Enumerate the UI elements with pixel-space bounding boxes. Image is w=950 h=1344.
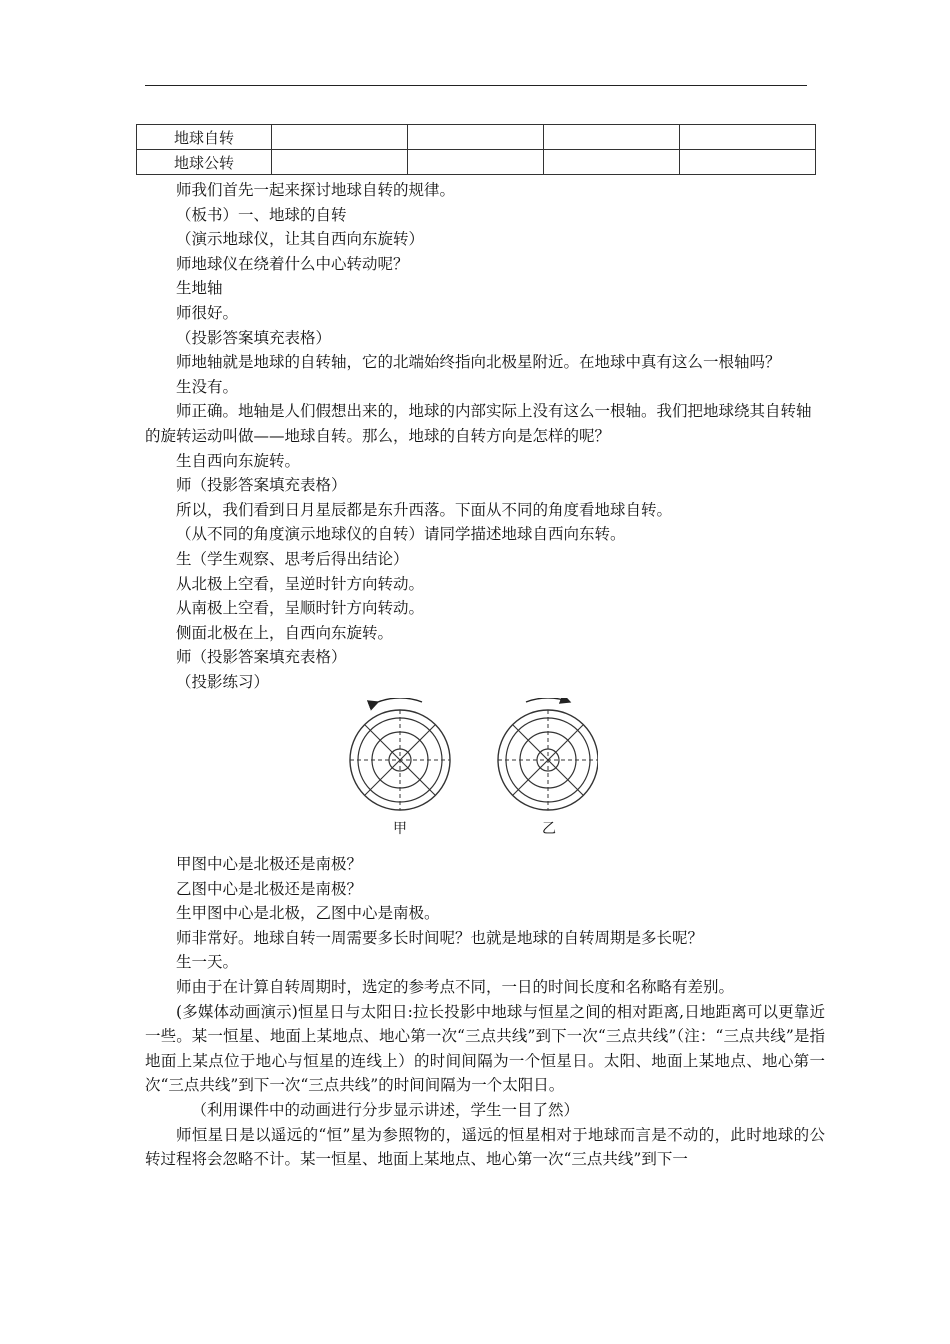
paragraph: 乙图中心是北极还是南极？ — [176, 879, 363, 898]
figure-label-jia: 甲 — [393, 821, 407, 837]
paragraph: 师我们首先一起来探讨地球自转的规律。 — [176, 181, 456, 199]
table-cell — [272, 150, 408, 175]
paragraph: 从北极上空看，呈逆时针方向转动。 — [176, 574, 425, 593]
table-cell — [544, 150, 680, 175]
table-cell — [544, 125, 680, 150]
paragraph: （投影练习） — [176, 672, 270, 691]
paragraph: 师（投影答案填充表格） — [176, 476, 347, 495]
lesson-text-bottom — [145, 852, 825, 1172]
paragraph: （投影答案填充表格） — [176, 328, 332, 347]
globe-left — [350, 698, 450, 810]
paragraph: 生（学生观察、思考后得出结论） — [176, 549, 409, 568]
header-rule — [145, 85, 807, 86]
earth-rotation-figure — [338, 698, 598, 840]
paragraph: 师很好。 — [176, 303, 239, 322]
table-row — [137, 150, 816, 175]
paragraph: （从不同的角度演示地球仪的自转）请同学描述地球自西向东转。 — [176, 525, 626, 544]
table-row-label: 地球自转 — [137, 125, 272, 150]
paragraph: 师非常好。地球自转一周需要多长时间呢？也就是地球的自转周期是多长呢？ — [176, 928, 704, 947]
table-cell — [408, 150, 544, 175]
table-cell — [408, 125, 544, 150]
paragraph: 师（投影答案填充表格） — [176, 648, 347, 667]
paragraph: （利用课件中的动画进行分步显示讲述，学生一目了然） — [191, 1100, 580, 1119]
paragraph: 师正确。地轴是人们假想出来的，地球的内部实际上没有这么一根轴。我们把地球绕其自转轴的旋转运动叫做——地球自转。那么，地球的自转方向是怎样的呢？ — [145, 402, 812, 445]
polar-view-diagrams — [338, 698, 598, 840]
table-cell — [680, 150, 816, 175]
table-cell — [272, 125, 408, 150]
paragraph: （板书）一、地球的自转 — [176, 205, 347, 224]
paragraph: 甲图中心是北极还是南极？ — [176, 855, 363, 873]
table-cell — [680, 125, 816, 150]
paragraph: 师地球仪在绕着什么中心转动呢？ — [176, 254, 409, 273]
motion-table — [136, 124, 816, 175]
paragraph: 师地轴就是地球的自转轴，它的北端始终指向北极星附近。在地球中真有这么一根轴吗？ — [176, 353, 781, 372]
paragraph: 师由于在计算自转周期时，选定的参考点不同，一日的时间长度和名称略有差别。 — [176, 977, 735, 996]
paragraph: 生地轴 — [176, 279, 223, 298]
globe-right — [498, 698, 598, 810]
paragraph: （演示地球仪，让其自西向东旋转） — [176, 230, 425, 249]
figure-label-yi: 乙 — [542, 821, 556, 837]
lesson-text-top — [145, 178, 825, 694]
paragraph: 所以，我们看到日月星辰都是东升西落。下面从不同的角度看地球自转。 — [176, 500, 673, 519]
paragraph: 从南极上空看，呈顺时针方向转动。 — [176, 599, 425, 618]
paragraph: 生没有。 — [176, 377, 239, 396]
paragraph: 侧面北极在上，自西向东旋转。 — [176, 623, 394, 642]
paragraph: 师恒星日是以遥远的“恒”星为参照物的，遥远的恒星相对于地球而言是不动的，此时地球的公转过程将会忽略不计。某一恒星、地面上某地点、地心第一次“三点共线”到下一 — [145, 1125, 825, 1169]
paragraph: 生自西向东旋转。 — [176, 451, 301, 470]
table-row-label: 地球公转 — [137, 150, 272, 175]
paragraph: 生一天。 — [176, 953, 239, 972]
table-row — [137, 125, 816, 150]
paragraph: 生甲图中心是北极，乙图中心是南极。 — [176, 904, 440, 923]
paragraph: (多媒体动画演示)恒星日与太阳日:拉长投影中地球与恒星之间的相对距离,日地距离可以更靠近一些。某一恒星、地面上某地点、地心第一次“三点共线”到下一次“三点共线”（注：“三点共线”是指地面上某点位于地心与恒星的连线上）的时间间隔为一个恒星日。太阳、地面上某地点、地心第一次“三点共线”到下一次“三点共线”的时间间隔为一个太阳日。 — [145, 1002, 825, 1095]
